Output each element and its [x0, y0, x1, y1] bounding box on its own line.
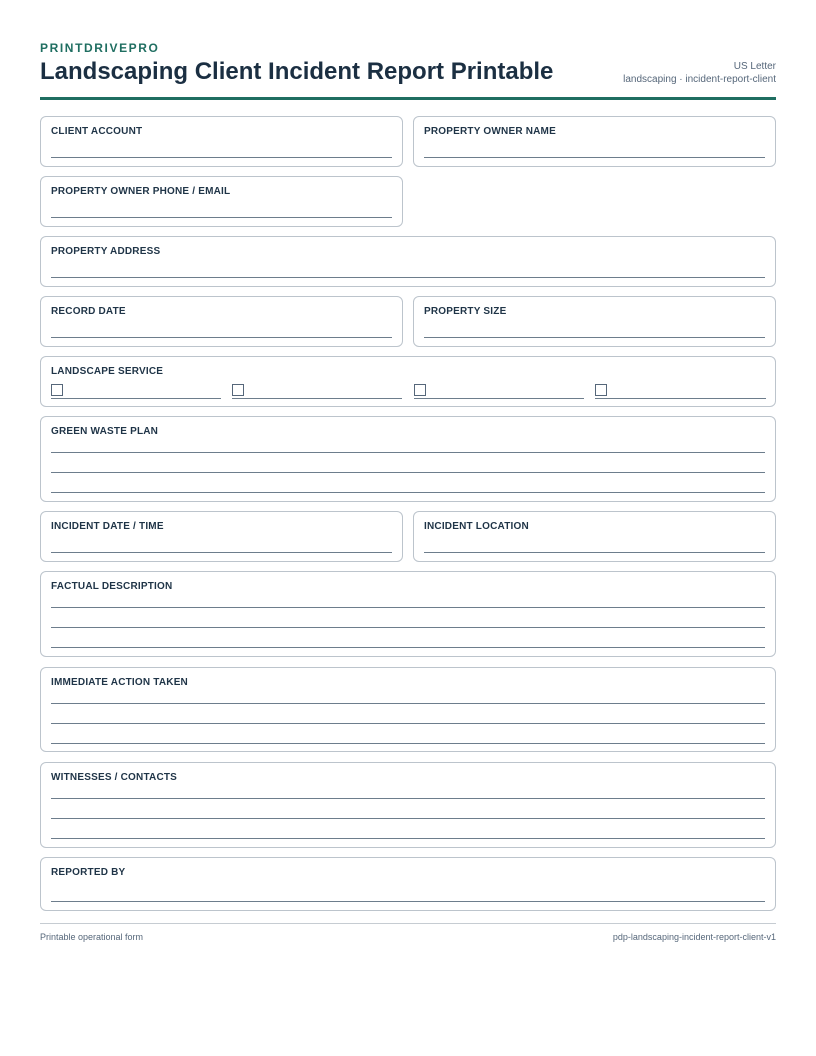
- option-write-line: [595, 398, 766, 399]
- document-tag: landscaping · incident-report-client: [623, 74, 776, 85]
- incident-location-input[interactable]: [424, 552, 765, 553]
- green-waste-plan-line-2[interactable]: [51, 472, 765, 473]
- green-waste-plan-line-1[interactable]: [51, 452, 765, 453]
- incident-location-field: [413, 511, 776, 562]
- field-label: IMMEDIATE ACTION TAKEN: [51, 677, 188, 688]
- client-account-input[interactable]: [51, 157, 392, 158]
- factual-description-line-2[interactable]: [51, 627, 765, 628]
- immediate-action-field: [40, 667, 776, 752]
- green-waste-plan-line-3[interactable]: [51, 492, 765, 493]
- option-write-line: [51, 398, 221, 399]
- factual-description-field: [40, 571, 776, 657]
- landscape-service-option-1[interactable]: [51, 384, 221, 398]
- checkbox[interactable]: [595, 384, 607, 396]
- immediate-action-line-3[interactable]: [51, 743, 765, 744]
- field-label: REPORTED BY: [51, 867, 126, 878]
- header-divider: [40, 97, 776, 100]
- brand-name: PRINTDRIVEPRO: [40, 41, 160, 55]
- option-write-line: [414, 398, 584, 399]
- witnesses-field: [40, 762, 776, 848]
- witnesses-line-1[interactable]: [51, 798, 765, 799]
- immediate-action-line-2[interactable]: [51, 723, 765, 724]
- field-label: PROPERTY SIZE: [424, 306, 507, 317]
- reported-by-field: [40, 857, 776, 911]
- form-page: [40, 0, 776, 1056]
- reported-by-input[interactable]: [51, 901, 765, 902]
- field-label: INCIDENT LOCATION: [424, 521, 529, 532]
- field-label: CLIENT ACCOUNT: [51, 126, 143, 137]
- property-owner-contact-input[interactable]: [51, 217, 392, 218]
- property-owner-name-field: [413, 116, 776, 167]
- property-address-input[interactable]: [51, 277, 765, 278]
- field-label: INCIDENT DATE / TIME: [51, 521, 164, 532]
- property-size-input[interactable]: [424, 337, 765, 338]
- landscape-service-option-4[interactable]: [595, 384, 766, 398]
- landscape-service-field: [40, 356, 776, 407]
- footer-note: Printable operational form: [40, 932, 144, 942]
- footer-divider: [40, 923, 776, 924]
- document-meta: [623, 60, 776, 86]
- landscape-service-option-3[interactable]: [414, 384, 584, 398]
- record-date-field: [40, 296, 403, 347]
- incident-datetime-field: [40, 511, 403, 562]
- factual-description-line-3[interactable]: [51, 647, 765, 648]
- property-size-field: [413, 296, 776, 347]
- paper-size: US Letter: [733, 61, 776, 72]
- witnesses-line-2[interactable]: [51, 818, 765, 819]
- field-label: WITNESSES / CONTACTS: [51, 772, 178, 783]
- page-title: Landscaping Client Incident Report Printable: [40, 58, 554, 85]
- witnesses-line-3[interactable]: [51, 838, 765, 839]
- client-account-field: [40, 116, 403, 167]
- record-date-input[interactable]: [51, 337, 392, 338]
- option-write-line: [232, 398, 402, 399]
- immediate-action-line-1[interactable]: [51, 703, 765, 704]
- property-address-field: [40, 236, 776, 287]
- field-label: FACTUAL DESCRIPTION: [51, 581, 173, 592]
- field-label: RECORD DATE: [51, 306, 126, 317]
- field-label: PROPERTY OWNER PHONE / EMAIL: [51, 186, 231, 197]
- incident-datetime-input[interactable]: [51, 552, 392, 553]
- landscape-service-option-2[interactable]: [232, 384, 402, 398]
- field-label: LANDSCAPE SERVICE: [51, 366, 164, 377]
- factual-description-line-1[interactable]: [51, 607, 765, 608]
- checkbox[interactable]: [414, 384, 426, 396]
- field-label: GREEN WASTE PLAN: [51, 426, 159, 437]
- property-owner-contact-field: [40, 176, 403, 227]
- property-owner-name-input[interactable]: [424, 157, 765, 158]
- form-id: pdp-landscaping-incident-report-client-v1: [612, 932, 776, 942]
- field-label: PROPERTY ADDRESS: [51, 246, 161, 257]
- field-label: PROPERTY OWNER NAME: [424, 126, 556, 137]
- checkbox[interactable]: [51, 384, 63, 396]
- green-waste-plan-field: [40, 416, 776, 502]
- checkbox[interactable]: [232, 384, 244, 396]
